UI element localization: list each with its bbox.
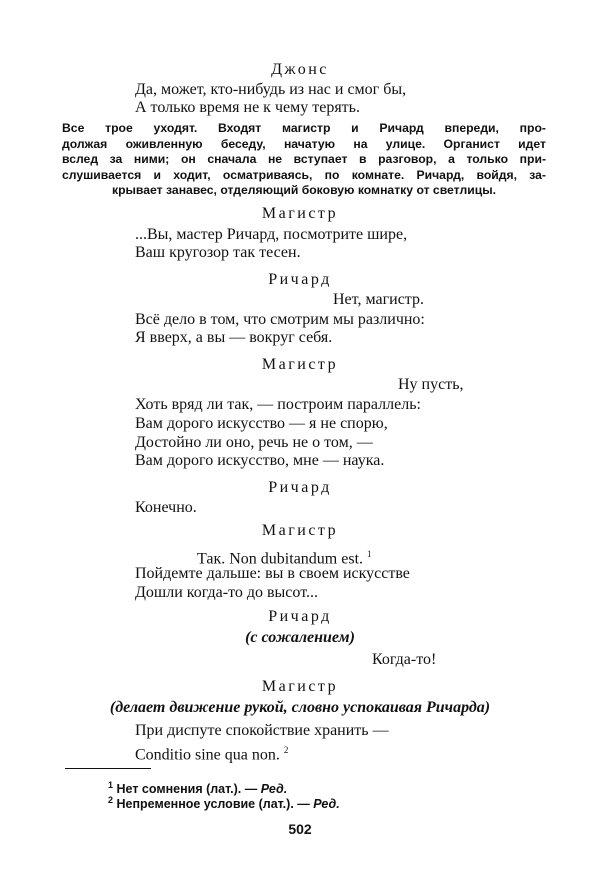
verse-line: Дошли когда-то до высот...: [135, 584, 318, 601]
stage-line: должая оживленную беседу, начатую на улице. Органист идет: [62, 136, 546, 151]
footnote-mark: 1: [108, 780, 114, 790]
footnote-mark: 1: [367, 549, 372, 559]
verse-line: [135, 741, 288, 764]
stage-line: Все трое уходят. Входят магистр и Ричард впереди, про-: [62, 121, 546, 135]
footnote-mark: 2: [283, 745, 289, 755]
speaker-richard: Ричард: [268, 479, 332, 496]
footnote-mark: 2: [108, 795, 114, 805]
speaker-jones: Джонс: [271, 61, 329, 78]
verse-line: Ну пусть,: [398, 376, 464, 393]
speaker-richard: Ричард: [268, 608, 332, 625]
verse-line: Нет, магистр.: [333, 291, 424, 308]
verse-line: А только время не к чему терять.: [135, 99, 360, 116]
speaker-magister: Магистр: [261, 205, 339, 222]
verse-line: Ваш кругозор так тесен.: [135, 244, 301, 261]
footnote-divider: [65, 768, 151, 769]
verse-line: Да, может, кто-нибудь из нас и смог бы,: [135, 81, 407, 98]
verse-text: Так. Non dubitandum est.: [197, 550, 364, 568]
verse-line: Вам дорого искусство, мне — наука.: [135, 452, 385, 469]
speaker-magister: Магистр: [261, 678, 339, 695]
speaker-richard: Ричард: [268, 271, 332, 288]
footnote: [108, 793, 340, 812]
stage-line: слушивается и ходит, осматриваясь, по комнате. Ричард, войдя, за-: [62, 167, 546, 182]
verse-text: Conditio sine qua non.: [135, 746, 280, 764]
verse-line: Я вверх, а вы — вокруг себя.: [135, 329, 333, 346]
verse-line: Когда-то!: [372, 651, 437, 668]
footnote-text: Непременное условие (лат.). —: [116, 797, 314, 812]
verse-line: Достойно ли оно, речь не о том, —: [135, 434, 373, 451]
verse-line: При диспуте спокойствие хранить —: [135, 722, 389, 739]
page-number: 502: [288, 821, 312, 837]
stage-direction-inline: (с сожалением): [245, 629, 355, 646]
footnote-editor: Ред.: [313, 797, 340, 812]
verse-line: Вам дорого искусство — я не спорю,: [135, 415, 388, 432]
stage-direction-inline: (делает движение рукой, словно успокаивая Ричарда): [109, 699, 491, 716]
speaker-magister: Магистр: [261, 356, 339, 373]
footnote-text: Нет сомнения (лат.). —: [116, 782, 261, 797]
footnote-editor: Ред.: [260, 782, 288, 797]
stage-line: крывает занавес, отделяющий боковую комнатку от светлицы.: [111, 183, 496, 197]
verse-line: Пойдемте дальше: вы в своем искусстве: [135, 565, 410, 582]
stage-line: вслед за ними; он сначала не вступает в разговор, а только при-: [62, 152, 546, 166]
verse-line: ...Вы, мастер Ричард, посмотрите шире,: [135, 226, 408, 243]
stage-direction: [62, 121, 546, 199]
speaker-magister: Магистр: [261, 522, 339, 539]
verse-line: Всё дело в том, что смотрим мы различно:: [135, 311, 425, 328]
verse-line: Конечно.: [135, 499, 197, 516]
verse-line: Хоть вряд ли так, — построим параллель:: [135, 396, 421, 413]
